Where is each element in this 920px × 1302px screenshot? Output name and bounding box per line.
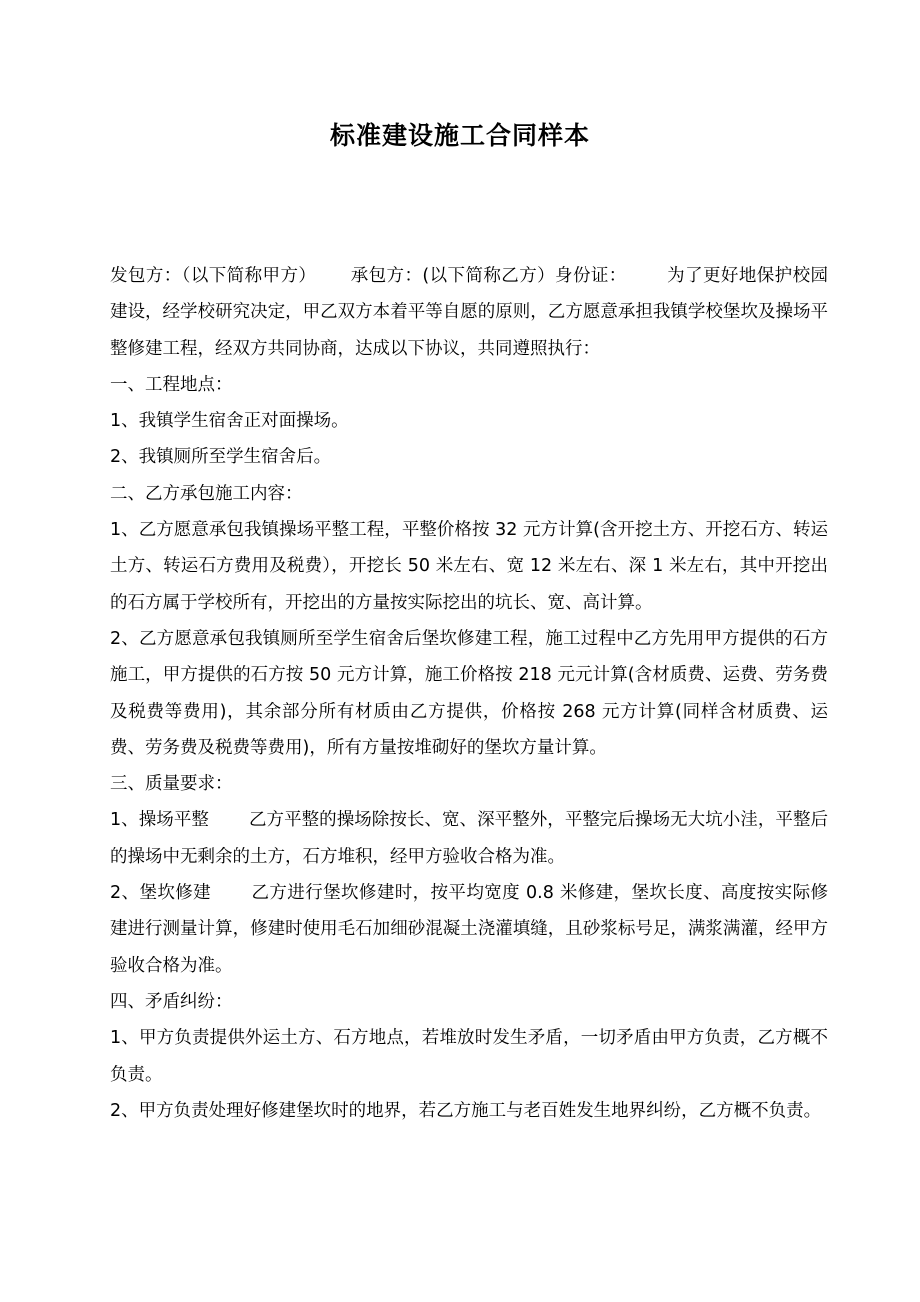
quality-item-text: 乙方进行堡坎修建时，按平均宽度 0.8 米修建，堡坎长度、高度按实际修建进行测量计算，修建时使用毛石加细砂混凝土浇灌填缝，且砂浆标号足，满浆满灌，经甲方验收合格为准。 bbox=[110, 883, 828, 976]
content-item: 1、乙方愿意承包我镇操场平整工程，平整价格按 32 元方计算(含开挖土方、开挖石方、转运土方、转运石方费用及税费），开挖长 50 米左右、宽 12 米左右、深 1 米左右，其中开挖出的石方属于学校所有，开挖出的方量按实际挖出的坑长、宽、高计算。 bbox=[110, 520, 828, 613]
dispute-item: 2、甲方负责处理好修建堡坎时的地界，若乙方施工与老百姓发生地界纠纷，乙方概不负责。 bbox=[110, 1100, 822, 1121]
document-title: 标准建设施工合同样本 bbox=[329, 121, 590, 150]
content-item: 2、乙方愿意承包我镇厕所至学生宿舍后堡坎修建工程，施工过程中乙方先用甲方提供的石方施工，甲方提供的石方按 50 元方计算，施工价格按 218 元元计算(含材质费、运费、劳务费及税费等费用)，其余部分所有材质由乙方提供，价格按 268 元方计算(同样含材质费、运费、劳务费及税费等费用)，所有方量按堆砌好的堡坎方量计算。 bbox=[110, 628, 828, 758]
intro-text: 为了更好地保护校园建设，经学校研究决定，甲乙双方本着平等自愿的原则，乙方愿意承担我镇学校堡坎及操场平整修建工程，经双方共同协商，达成以下协议，共同遵照执行： bbox=[110, 266, 829, 359]
party-a-label: 发包方：（以下简称甲方） bbox=[110, 266, 317, 286]
intro-paragraph bbox=[110, 258, 828, 367]
quality-item bbox=[110, 802, 828, 875]
section-heading-disputes: 四、矛盾纠纷： bbox=[110, 991, 233, 1012]
location-item: 2、我镇厕所至学生宿舍后。 bbox=[110, 447, 332, 468]
quality-item-text: 乙方平整的操场除按长、宽、深平整外，平整完后操场无大坑小洼，平整后的操场中无剩余的土方，石方堆积，经甲方验收合格为准。 bbox=[110, 810, 828, 867]
party-b-label: 承包方：(以下简称乙方）身份证： bbox=[350, 266, 627, 286]
dispute-item: 1、甲方负责提供外运土方、石方地点，若堆放时发生矛盾，一切矛盾由甲方负责，乙方概不负责。 bbox=[110, 1028, 828, 1085]
quality-item-label: 1、操场平整 bbox=[110, 810, 209, 831]
location-item: 1、我镇学生宿舍正对面操场。 bbox=[110, 411, 349, 432]
section-heading-content: 二、乙方承包施工内容： bbox=[110, 483, 303, 504]
document-body bbox=[110, 258, 828, 1129]
section-heading-location: 一、工程地点： bbox=[110, 374, 233, 395]
quality-item-label: 2、堡坎修建 bbox=[110, 883, 212, 904]
quality-item bbox=[110, 875, 828, 984]
section-heading-quality: 三、质量要求： bbox=[110, 774, 233, 795]
